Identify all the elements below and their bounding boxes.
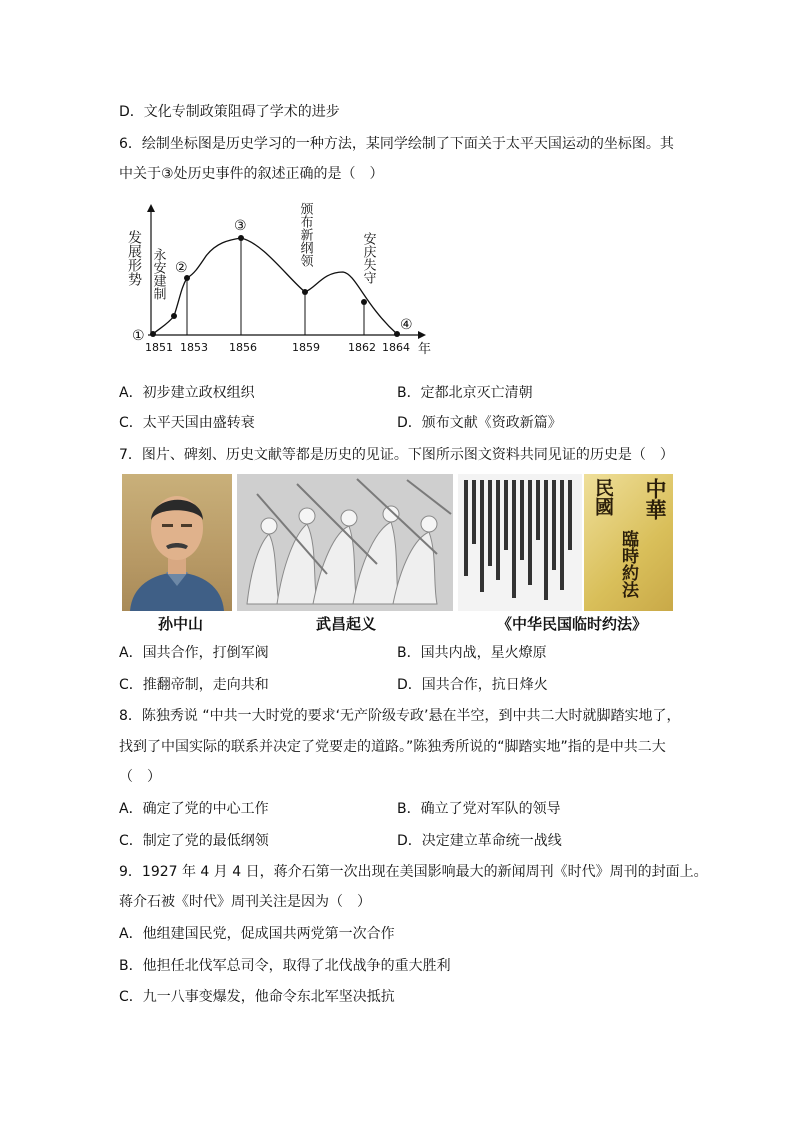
- y-axis-arrow: [147, 204, 155, 212]
- annotation-anqing: 安庆失守: [360, 232, 376, 284]
- q8-option-a[interactable]: A．确定了党的中心工作: [119, 801, 269, 817]
- constitution-document-page: [458, 474, 582, 611]
- point-1859: [302, 289, 308, 295]
- caption-wuchang: 武昌起义: [316, 615, 377, 633]
- tick-1851: 1851: [145, 341, 173, 354]
- q7-option-c[interactable]: C．推翻帝制，走向共和: [119, 677, 269, 693]
- x-axis-arrow: [418, 331, 426, 339]
- q6-option-c[interactable]: C．太平天国由盛转衰: [119, 415, 255, 431]
- point-1851: [150, 331, 156, 337]
- q7-option-b[interactable]: B．国共内战，星火燎原: [397, 645, 547, 661]
- q9-stem-line2: 蒋介石被《时代》周刊关注是因为（ ）: [119, 894, 371, 910]
- q7-option-d[interactable]: D．国共合作，抗日烽火: [397, 677, 548, 693]
- marker-4: ④: [400, 317, 413, 333]
- taiping-chart: [128, 198, 448, 363]
- q6-stem-line1: 6．绘制坐标图是历史学习的一种方法，某同学绘制了下面关于太平天国运动的坐标图。其: [119, 136, 674, 152]
- q9-option-c[interactable]: C．九一八事变爆发，他命令东北军坚决抵抗: [119, 989, 395, 1005]
- tick-1859: 1859: [292, 341, 320, 354]
- wuchang-uprising-relief: [237, 474, 453, 611]
- annotation-yongan: 永安建制: [150, 248, 166, 300]
- q8-option-d[interactable]: D．决定建立革命统一战线: [397, 833, 562, 849]
- q9-option-a[interactable]: A．他组建国民党，促成国共两党第一次合作: [119, 926, 395, 942]
- x-axis-unit: 年: [418, 342, 432, 357]
- book-cover-title-left: 民國: [592, 478, 614, 516]
- tick-1853: 1853: [180, 341, 208, 354]
- caption-sun-yatsen: 孙中山: [158, 615, 204, 633]
- q9-option-b[interactable]: B．他担任北伐军总司令，取得了北伐战争的重大胜利: [119, 958, 451, 974]
- q6-option-d[interactable]: D．颁布文献《资政新篇》: [397, 415, 562, 431]
- tick-1862: 1862: [348, 341, 376, 354]
- q8-option-b[interactable]: B．确立了党对军队的领导: [397, 801, 561, 817]
- book-cover-subtitle: 臨時約法: [618, 530, 638, 598]
- annotation-new-program: 颁布新纲领: [297, 202, 313, 267]
- marker-1: ①: [132, 328, 145, 344]
- point-1862: [361, 299, 367, 305]
- tick-1856: 1856: [229, 341, 257, 354]
- tick-1864: 1864: [382, 341, 410, 354]
- q6-option-b[interactable]: B．定都北京灭亡清朝: [397, 385, 533, 401]
- constitution-book-cover: [584, 474, 673, 611]
- q6-option-a[interactable]: A．初步建立政权组织: [119, 385, 255, 401]
- q5-option-d: D．文化专制政策阻碍了学术的进步: [119, 104, 340, 120]
- q8-option-c[interactable]: C．制定了党的最低纲领: [119, 833, 269, 849]
- point-yongan: [171, 313, 177, 319]
- point-1856: [238, 235, 244, 241]
- sun-yatsen-portrait: [122, 474, 232, 611]
- marker-2: ②: [175, 260, 188, 276]
- q6-stem-line2: 中关于③处历史事件的叙述正确的是（ ）: [119, 166, 384, 182]
- q7-stem: 7．图片、碑刻、历史文献等都是历史的见证。下图所示图文资料共同见证的历史是（ ）: [119, 447, 674, 463]
- q8-stem-line3: （ ）: [119, 769, 161, 785]
- marker-3: ③: [234, 218, 247, 234]
- caption-constitution: 《中华民国临时约法》: [497, 615, 648, 633]
- q8-stem-line2: 找到了中国实际的联系并决定了党要走的道路。”陈独秀所说的“脚踏实地”指的是中共二大: [119, 739, 666, 755]
- book-cover-title-right: 中華: [643, 478, 668, 520]
- y-axis-label: 发展形势: [126, 230, 142, 286]
- q7-option-a[interactable]: A．国共合作，打倒军阀: [119, 645, 269, 661]
- q8-stem-line1: 8．陈独秀说 “中共一大时党的要求‘无产阶级专政’悬在半空，到中共二大时就脚踏实地了，: [119, 708, 681, 724]
- q9-stem-line1: 9．1927 年 4 月 4 日，蒋介石第一次出现在美国影响最大的新闻周刊《时代》周刊的封面上。: [119, 864, 708, 880]
